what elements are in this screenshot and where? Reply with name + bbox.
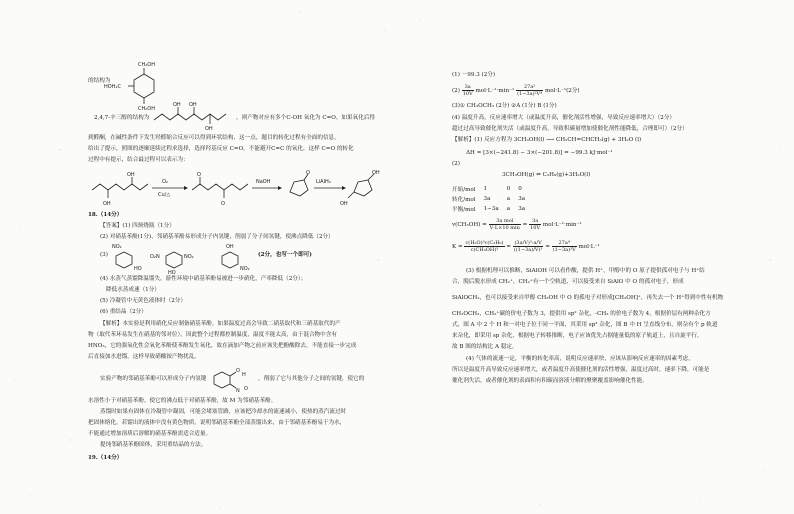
rate-fraction-2-den: 10V [530,225,541,231]
answer-18-3-note: (2分，也写一个即可) [258,252,312,258]
ice-start-3: 0 [518,186,522,192]
scheme-oh-b: OH [127,172,135,178]
text-aldol-line-1: 到醛酮，在碱性条件下发生羟醛缩合反应可以得到环状结构，这一点，题目的转化过程有全面的信息， [88,135,340,141]
label-h: H [242,372,246,378]
question-19-heading: 19.（14分） [88,455,123,461]
label-oh-2: OH [189,102,197,108]
k-lhs: K = [452,244,463,250]
ice-change-2: a [506,196,511,202]
ice-start-1: 1 [483,186,488,192]
r-answer-3: (3)① CH₃OCH₃ (2分) ②A (1分) B (1分) [452,103,557,109]
k-unit: mol·L⁻¹ [578,244,600,250]
scheme-oh-d: OH [340,201,348,207]
analysis-line-2: 物（取代苯环易发生在硝基的邻对位），因此整个过程都控制温度，温度不能太高，由于混合物中含有 [88,332,337,338]
k-equation [452,240,600,253]
mechanism-line-7: 故 B 图的结构比 A 稳定。 [452,344,518,350]
k-fraction-2 [513,240,544,253]
scheme-o-a: O [197,172,201,178]
label-no2-a: NO₂ [112,244,122,250]
label-oh-1: OH [173,102,181,108]
fraction-k-num: 27a² [516,84,543,91]
k-fraction-3-den: (1−3a)³V [552,247,576,253]
rate-fraction-2 [529,218,541,231]
k-eq-sign-1: = [506,244,511,250]
note-4-line-1: (4) 气体的流速一定，平衡的转化率高，说明反应速率快，应该从影响反应速率的因素考虑， [466,356,694,362]
fraction-rate-num: 3a [462,84,474,91]
reaction-scheme [88,168,388,208]
note-4-line-2: 所以是温度升高导致反应速率增大，或者温度升高使催化剂的活性增强，温度过高时，速率下降，可能是 [452,367,710,373]
answer-18-4: (4) 水蒸气蒸馏降温馏失，游性环境中硝基苯酚易被进一步硝化，产率降低（2分）； [100,276,307,282]
r-analysis-1: 【解析】(1) 反应方程为 3CH₃OH(l) ⟶ CH₂CH=CHCH₃(g) + 3H₂O (l) [452,137,642,143]
r-answer-2-prefix: (2) [452,88,460,94]
mechanism-line-5: 式，图 A 中 2 个 H 和一对电子位于同一平面，其采用 sp² 杂化，图 B 中 H 呈直线分布，则杂有个 p 轨道 [452,322,718,328]
rate-lhs: v(CH₃OH) = [452,222,487,228]
note-4-line-3: 催化剂失活，或者催化剂的表面积有积碳而溶液分解的聚聚覆盖影响催化性能。 [452,378,648,384]
equilibrium-reaction: 3CH₃OH(g) ⇌ C₃H₆(g)+3H₂O(l) [502,172,591,178]
k-eq-sign-2: = [545,244,550,250]
scheme-reagent-naoh: NaOH [256,179,271,185]
ice-change-3: 3a [518,196,526,202]
text-structure-lead: 的结构为 [88,78,111,84]
mechanism-line-1: (3) 根据机理可以推断，SiAlOH 可以看作酸，提供 H⁺，甲醇中的 O 原子提供孤对电子与 H⁺结 [466,268,705,274]
label-no2-b: NO₂ [184,254,194,260]
mechanism-line-2: 合，脱后脱水形成 CH₂⁺，CH₂⁺有一个空轨道，可以接受来自 SiAlO 中 O 的孤对电子，形成 [452,279,684,285]
r-analysis-enthalpy: ΔH = [3×(−241.8) − 3×(−201.8)] = −99.3 kJ·mol⁻¹ [466,150,613,156]
label-o2n: O₂N [150,254,160,260]
answer-18-5: (5) 冷凝管中无黄色液体时（2分） [100,298,186,304]
ice-eq-3: 3a [518,206,526,212]
lab-line-1a: 实验产物的邻硝基苯酚可以形成分子内氢键 [100,376,207,382]
text-octanetriol: 2,4,7-辛三醇的结构为 [94,115,150,121]
label-n: N [236,388,240,394]
ice-row-change [452,194,533,204]
ice-label-change: 转化/mol [452,197,476,203]
answer-18-2: (2) 对硝基苯酚(1分)，邻硝基苯酚易形成分子内氢键，削弱了分子间氢键，使沸点降低（2分） [100,234,334,240]
lab-line-1b: ，削弱了它与其他分子之间的氢键，使它的 [258,376,365,382]
scheme-o-c: O [306,170,310,176]
fraction-k-den: (1−3a)²V⁴ [517,91,543,97]
rate-unit: mol·L⁻¹·min⁻¹ [542,222,582,228]
r-answer-4a: (4) 温度升高，反应速率增大（或温度升高，催化剂活性增强，导致反应速率增大）（2分） [452,115,676,121]
question-18-heading: 18.（14分） [88,212,123,218]
r-analysis-part-2: (2) [452,161,460,167]
label-o: O [236,368,240,374]
label-oh-e: OH [226,244,234,250]
label-ch2oh-bottom: CH₂OH [138,106,155,112]
label-ho-b: HO [168,270,176,276]
answer-18-6: (6) 重结晶（2分） [100,309,147,315]
rate-equation [452,218,582,231]
fraction-rate [462,84,474,97]
lab-line-5: 不能通过增加溶质后溶解的硝基苯酚需适合适量。 [88,431,212,437]
r-answer-2-mid: mol·L⁻¹·min⁻¹ [475,88,515,94]
k-fraction-1-num: c(H₂O)³c(C₃H₆) [465,240,504,246]
ice-eq-2: a [506,206,511,212]
ice-row-equilibrium [452,204,533,214]
fraction-k [516,84,543,97]
fraction-rate-den: 10V [462,91,473,97]
k-fraction-1 [464,240,504,253]
label-ch2oh-top: CH₂OH [138,62,155,68]
analysis-line-1: 【解析】本实验是利用硝化反应制备硝基苯酚。如果温度过高会导致二硝基取代和三硝基取代的产 [100,321,341,327]
k-fraction-1-den: c(CH₃OH)³ [470,247,499,253]
k-fraction-3 [552,240,577,253]
intramolecular-hbond-structure [208,362,258,396]
ice-label-equilibrium: 平衡/mol [452,207,476,213]
lab-line-3: 蒸馏时如果有固体在冷凝管中凝固，可能会堵塞管路，应该把冷却水的流速减小，使热的蒸汽流过时 [100,409,347,415]
lab-line-6: 提纯邻硝基苯酚固体，采用重结晶的方法。 [100,442,207,448]
ice-row-start [452,184,533,194]
text-aldol-line-3: 过程中有提示，结合最过程可以表示为： [88,157,189,163]
analysis-line-4: 后直接加水进馏，这样导致硝酸铵产物扰乱。 [88,354,200,360]
analysis-line-3: HNO₃，它的强氧化性会氧化苯酚使苯酚发生氧化，故在滴加产物之前应该先把酚酸除去，不能直接一步完成 [88,343,357,349]
rate-fraction-2-num: 3a [529,218,541,225]
scheme-oh-c: OH [372,170,380,176]
r-answer-2-unit: mol·L⁻¹(2分) [544,88,580,94]
rate-eq-sign: = [522,222,528,228]
k-fraction-2-den: ((1−3a)/V)³ [513,247,543,253]
scheme-reagent-o2: O₂ [162,179,168,185]
mechanism-line-6: 来杂化，即采用 sp 杂化，根据电子转移推断，电子应该优先占据能量低的原子轨道上，且自旋平行， [452,333,703,339]
lab-line-2: 水溶性小于对硝基苯酚，使它的沸点低于对硝基苯酚，故 M 为邻硝基苯酚。 [88,398,277,404]
scheme-o-b: O [221,201,225,207]
label-o2: O [244,386,248,392]
answer-18-1: 【答案】(1) 四颈烧瓶（1分） [100,223,175,229]
r-answer-2 [452,84,580,97]
scheme-reagent-lialh4: LiAlH₄ [316,179,331,185]
answer-18-3-prefix: (3) [100,252,108,258]
r-answer-4b: 超过过高导致催化剂失活（或温度升高，导致积碳量增加使催化剂性能降低，合理即可）（2分） [452,126,688,132]
text-aldol-line-2: 给出了提示，照图的逐顺延续过程求选择，选择羟基反应 C=O，不能避开C=C 的氧化，这样 C=O 的转化 [88,146,354,152]
k-fraction-2-num: (3a/V)³·a/V [514,240,542,246]
r-answer-1: (1) －99.3 (2分) [452,72,496,78]
label-oh-3: OH [205,126,213,132]
k-fraction-3-num: 27a⁴ [552,240,577,247]
ice-table [452,184,533,214]
label-hoh2c: HOH₂C [104,84,121,90]
mechanism-line-3: SiAlOCH₃，也可以接受来自甲醇 CH₃OH 中 O 的孤电子对形成[CH₃OH]⁺，再失去一个 H⁺得到中性有机物 [452,295,724,301]
rate-fraction-1 [489,218,521,231]
ice-change-1: 3a [483,196,491,202]
label-ho-a: HO [134,266,142,272]
label-no2-c: NO₂ [240,266,250,272]
scheme-oh-a: OH [103,201,111,207]
ice-start-2: 0 [506,186,511,192]
ice-label-start: 开始/mol [452,187,476,193]
text-oxidation-note: ，则产物对应有多个C-OH 氧化为 C=O。如果氧化后得 [236,115,376,121]
rate-fraction-1-num: 3a mol [489,218,521,225]
ice-eq-1: 1−3a [483,206,499,212]
rate-fraction-1-den: V·L×10 min [489,225,520,231]
lab-line-4: 把固体熔化，若馏出的液体中没有黄色物质，说明邻硝基苯酚全部蒸馏出来，由于邻硝基苯酚易于为水， [88,420,346,426]
mechanism-line-4: CH₃OCH₃，CH₂⁺碳的价电子数为 3，提供用 sp² 杂化，-CH₃ 的价电子数为 4，根据价层有两种杂化方 [452,311,711,317]
answer-18-4b: 降低水蒸成速（1分） [106,287,160,293]
scheme-reagent-cu: Cu/△ [158,192,171,198]
